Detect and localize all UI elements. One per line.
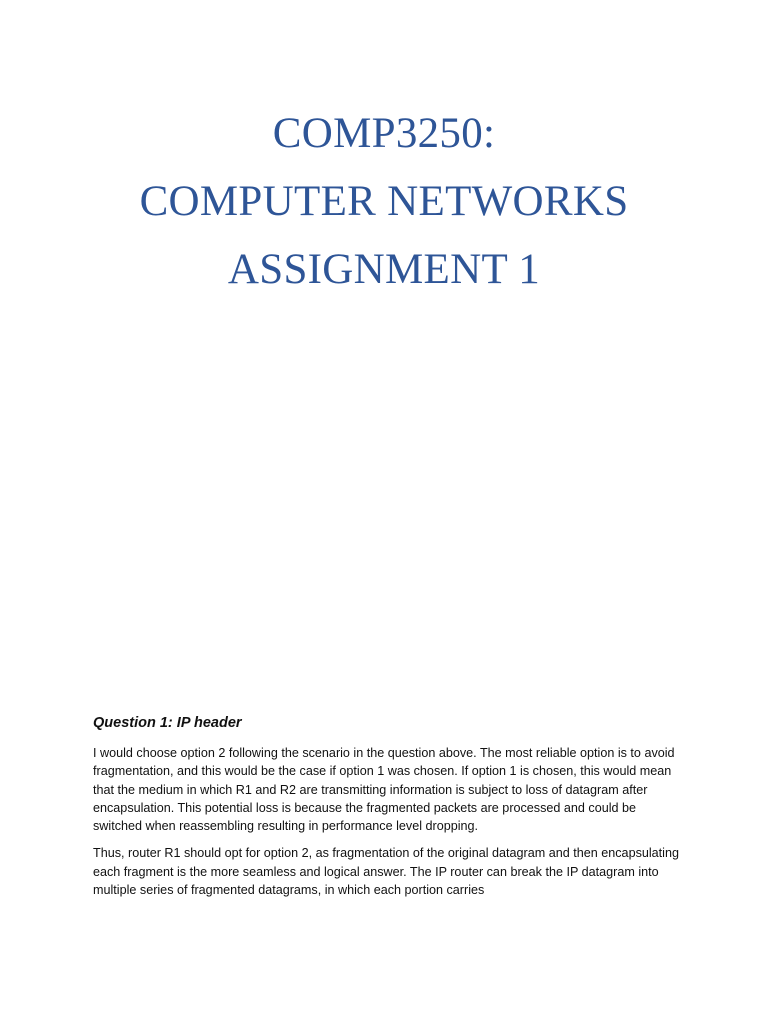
- question-section: [93, 712, 683, 908]
- course-name: COMPUTER NETWORKS: [139, 178, 629, 225]
- answer-paragraph-1: I would choose option 2 following the scenario in the question above. The most reliable option is to avoid fragmentation, and this would be the case if option 1 was chosen. If option 1 is chosen, this would mean that the medium in which R1 and R2 are transmitting information is subject to loss of datagram after encapsulation. This potential loss is because the fragmented packets are processed and could be switched when reassembling resulting in performance level dropping.: [93, 746, 675, 834]
- course-code: COMP3250:: [272, 110, 496, 157]
- answer-paragraph-2: Thus, router R1 should opt for option 2, as fragmentation of the original datagram and then encapsulating each fragment is the more seamless and logical answer. The IP router can break the IP datagram into multiple series of fragmented datagrams, in which each portion carries: [93, 846, 679, 898]
- assignment-name: ASSIGNMENT 1: [227, 246, 541, 293]
- question-heading: Question 1: IP header: [93, 715, 242, 731]
- document-title: [0, 100, 768, 304]
